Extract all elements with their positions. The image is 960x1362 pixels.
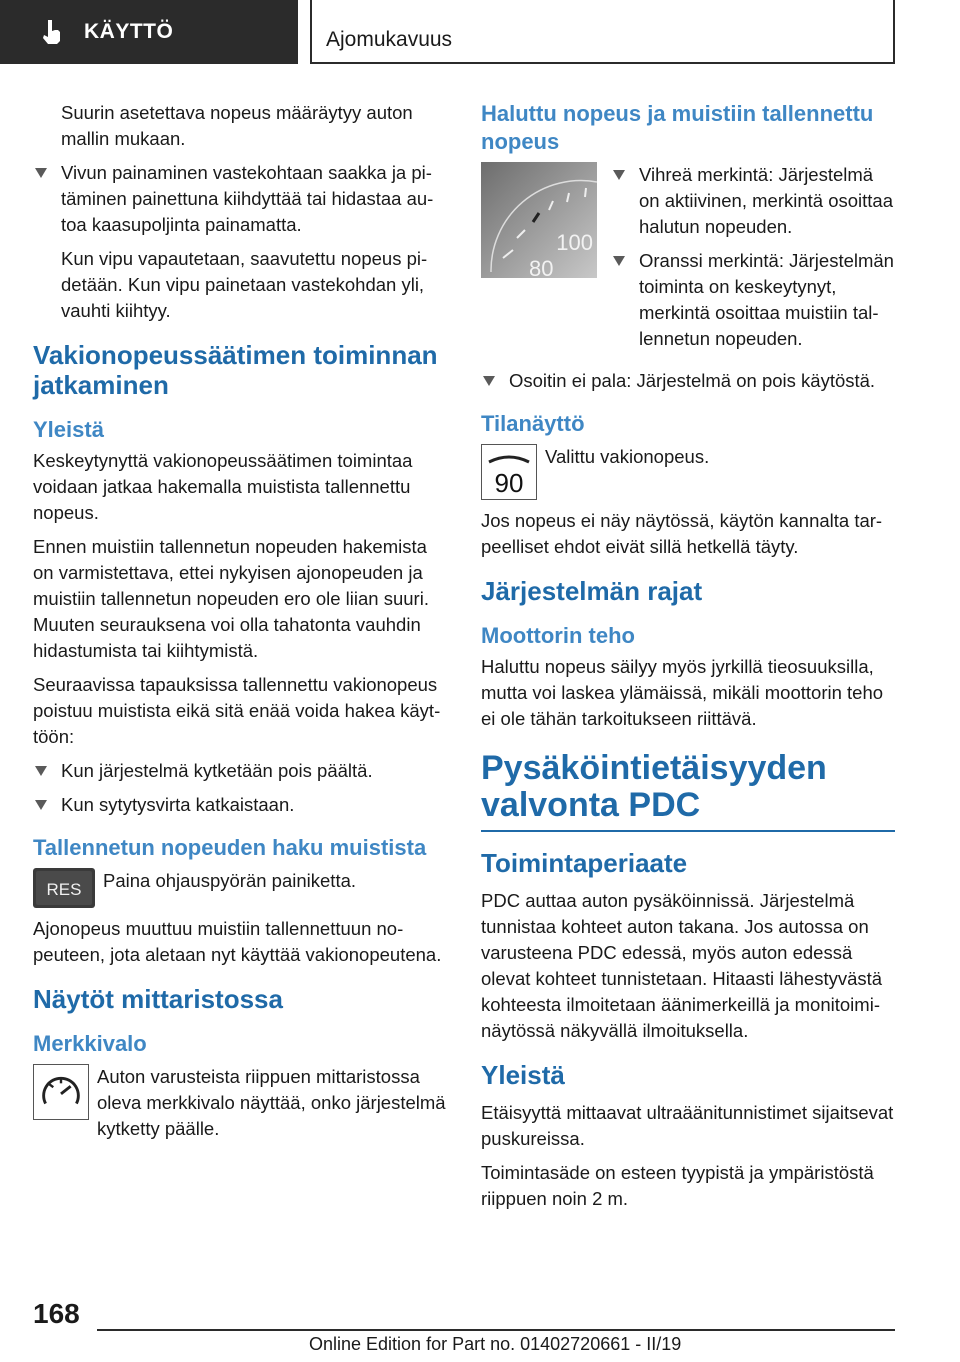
section-tab <box>0 0 298 64</box>
heading-displays: Näytöt mittaristossa <box>33 984 283 1014</box>
intro-text: Suurin asetettava nopeus määräytyy auton mallin mukaan. <box>61 102 413 149</box>
section-label: KÄYTTÖ <box>84 20 174 43</box>
gauge-bullets <box>611 162 895 360</box>
paragraph: Toimintasäde on esteen tyypistä ja ympäristöstä riippuen noin 2 m. <box>481 1162 874 1209</box>
chapter-label: Ajomukavuus <box>326 28 453 51</box>
heading-limits: Järjestelmän rajat <box>481 576 703 606</box>
edition-text: Online Edition for Part no. 01402720661 - II/19 <box>309 1334 682 1354</box>
paragraph: Seuraavissa tapauksissa tallennettu vakionopeus poistuu muistista eikä sitä enää voida hakea käyttöön: <box>33 674 441 747</box>
hand-pointer-icon <box>38 17 68 47</box>
set-speed-display-icon <box>481 444 537 500</box>
bullet-item: Osoitin ei pala: Järjestelmä on pois käytöstä. <box>481 368 895 394</box>
heading-engine: Moottorin teho <box>481 623 635 648</box>
res-text: Paina ohjauspyörän painiketta. <box>103 870 357 891</box>
paragraph: PDC auttaa auton pysäköinnissä. Järjestelmä tunnistaa kohteet auton takana. Jos autossa on varusteena PDC edessä, myös auton edessä olevat kohteet tunnistetaan. Hitaasti lähestyvästä kohteesta ilmoitetaan äänimerkeillä ja monitoiminäytössä näkyvällä ilmoituksella. <box>481 890 883 1041</box>
bullet-item: Vivun painaminen vastekohtaan saakka ja pitäminen painettuna kiihdyttää tai hidastaa autoa kaasupoljinta painamatta. <box>33 160 447 238</box>
bullet-item: Kun järjestelmä kytketään pois päältä. <box>33 758 447 784</box>
heading-pdc: Pysäköintietäisyyden valvonta PDC <box>481 750 895 832</box>
paragraph: Haluttu nopeus säilyy myös jyrkillä tieosuuksilla, mutta voi laskea ylämäissä, mikäli moottorin teho ei ole tähän tarkoitukseen riittävä. <box>481 656 884 729</box>
footer-divider <box>97 1329 895 1331</box>
bullet-item: Oranssi merkintä: Järjestelmän toiminta on keskeytynyt, merkintä osoittaa muistiin tallennetun nopeuden. <box>611 248 895 352</box>
res-row <box>33 868 447 908</box>
cruise-control-indicator-icon <box>33 1064 89 1120</box>
gauge-row <box>481 162 895 360</box>
status-speed-number: 90 <box>494 468 524 498</box>
heading-principle: Toimintaperiaate <box>481 848 688 878</box>
bullet-item: Kun sytytysvirta katkaistaan. <box>33 792 447 818</box>
gauge-label-100: 100 <box>556 230 593 255</box>
bullet-item: Vihreä merkintä: Järjestelmä on aktiivinen, merkintä osoittaa halutun nopeuden. <box>611 162 895 240</box>
right-column <box>481 100 895 1220</box>
heading-resume: Vakionopeussäätimen toiminnan jatkaminen <box>33 340 438 400</box>
page-number: 168 <box>33 1298 80 1329</box>
paragraph: Ennen muistiin tallennetun nopeuden hakemista on varmistettava, ettei nykyisen ajonopeuden ja muistiin tallennetun nopeuden ero ole liian suuri. Muuten seurauksena voi olla tahatonta vauhdin hidastumista tai kiihtymistä. <box>33 536 429 661</box>
paragraph: Keskeytynyttä vakionopeussäätimen toimintaa voidaan jatkaa hakemalla muistista tallennettu nopeus. <box>33 450 413 523</box>
gauge-label-80: 80 <box>529 256 554 278</box>
indicator-text: Auton varusteista riippuen mittaristossa oleva merkkivalo näyttää, onko järjestelmä kytketty päälle. <box>97 1066 446 1139</box>
chapter-box <box>310 0 895 64</box>
paragraph: Ajonopeus muuttuu muistiin tallennettuun nopeuteen, jota aletaan nyt käyttää vakionopeutena. <box>33 918 442 965</box>
heading-status: Tilanäyttö <box>481 411 585 436</box>
paragraph: Etäisyyttä mittaavat ultraäänitunnistimet sijaitsevat puskureissa. <box>481 1102 894 1149</box>
status-row <box>481 444 895 500</box>
res-button-icon <box>33 868 95 908</box>
speedometer-gauge-icon <box>481 162 597 278</box>
indicator-row <box>33 1064 447 1142</box>
heading-general-2: Yleistä <box>481 1060 565 1090</box>
heading-general: Yleistä <box>33 417 104 442</box>
heading-indicator: Merkkivalo <box>33 1031 147 1056</box>
status-text: Valittu vakionopeus. <box>545 446 710 467</box>
paragraph: Jos nopeus ei näy näytössä, käytön kannalta tarpeelliset ehdot eivät sillä hetkellä täyty. <box>481 510 883 557</box>
res-label: RES <box>46 880 82 899</box>
heading-desired-speed: Haluttu nopeus ja muistiin tallennettu nopeus <box>481 101 874 154</box>
heading-recall: Tallennetun nopeuden haku muistista <box>33 835 427 860</box>
bullet-continuation: Kun vipu vapautetaan, saavutettu nopeus pidetään. Kun vipu painetaan vastekohdan yli, vauhti kiihtyy. <box>61 248 428 321</box>
left-column <box>33 100 447 1150</box>
